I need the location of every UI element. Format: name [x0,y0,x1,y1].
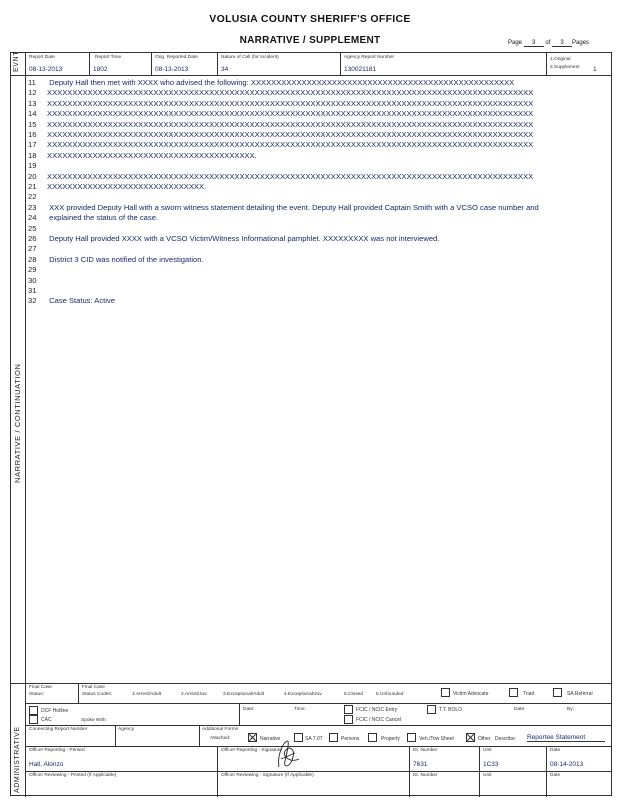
form-narrative-checkbox[interactable] [248,733,257,742]
fcic-cancel-checkbox[interactable] [344,715,353,724]
line-number: 24 [28,213,37,223]
by-label: By: [567,707,574,712]
line-text: XXXXXXXXXXXXXXXXXXXXXXXXXXXXXXXXXXXXXXXXXXXXXXXXXXXXXXXXXXXXXXXXXXXXXXXXXXXXXXXXXXXXXXXXXXXXXXXX [47,171,534,181]
agency-label: Agency [118,727,134,732]
narrative-side-label: NARRATIVE / CONTINUATION [13,363,22,483]
line-number: 25 [28,223,37,233]
line-text: Deputy Hall then met with XXXX who advised the following: XXXXXXXXXXXXXXXXXXXXXXXXXXXXXXXXXXXXXXXXXXXXXXXXXXXX [47,78,515,87]
admin-section-divider [11,683,611,684]
line-text: XXXXXXXXXXXXXXXXXXXXXXXXXXXXXXXXXXXXXXXXX. [47,150,257,160]
line-number: 26 [28,234,37,243]
unit-value: 1C33 [483,761,499,768]
narrative-line [28,88,533,98]
agency-report-number-label: Agency Report Number [344,55,395,60]
line-number: 13 [28,98,37,108]
date2-label: Date: [514,707,526,712]
victim-advocate-checkbox[interactable] [441,688,450,697]
narrative-line [28,296,115,306]
signature-scribble [273,739,303,771]
line-text: XXXXXXXXXXXXXXXXXXXXXXXXXXXXXXXXXXXXXXXXXXXXXXXXXXXXXXXXXXXXXXXXXXXXXXXXXXXXXXXXXXXXXXXXXXXXXXXX [47,88,534,98]
agency-title: VOLUSIA COUNTY SHERIFF'S OFFICE [209,13,411,25]
narrative-line [28,78,514,88]
date3-label: Date [550,748,561,753]
date3-value: 08-14-2013 [550,761,584,768]
code-1: 1.Arrest/Adult [132,692,162,697]
line-text: XXX provided Deputy Hall with a sworn witness statement detailing the event. Deputy Hall provided Captain Smith with a VCSO case number and [47,202,539,212]
victim-advocate-label: Victim Advocate [453,691,489,697]
admin-side-label: ADMINISTRATIVE [14,726,21,793]
officer-reporting-printed-label: Officer Reporting - Printed [29,748,85,753]
supplement-label: 2.Supplement [550,65,580,70]
form-property-label: Property [381,736,400,742]
code-5: 5.Closed [344,692,363,697]
line-text: explained the status of the case. [47,213,159,223]
line-text: XXXXXXXXXXXXXXXXXXXXXXXXXXXXXXX. [47,182,207,191]
officer-reporting-name: Hall, Alonzo [29,761,64,768]
event-row-divider [11,75,611,76]
agency-report-number-value: 130021181 [344,66,377,73]
narrative-line [28,213,158,223]
tt-bolo-label: T.T. BOLO [439,707,463,713]
narrative-line [28,265,47,275]
line-number: 14 [28,109,37,119]
original-label: 1.Original [550,57,571,62]
form-other-label: Other [478,736,491,742]
line-number: 31 [28,286,37,295]
narrative-line [28,276,47,286]
code-6: 6.Unfounded [376,692,404,697]
spoke-with-label: Spoke With: [81,718,107,723]
final-case-status-label: Status: [29,692,44,697]
code-3: 3.Exceptional/Adult [223,692,265,697]
line-text: Deputy Hall provided XXXX with a VCSO Victim/Witness Informational pamphlet. XXXXXXXXX was not interviewed. [47,234,440,243]
line-text: XXXXXXXXXXXXXXXXXXXXXXXXXXXXXXXXXXXXXXXXXXXXXXXXXXXXXXXXXXXXXXXXXXXXXXXXXXXXXXXXXXXXXXXXXXXXXXXX [47,98,534,108]
line-number: 32 [28,296,37,306]
describe-value: Reportee Statement [527,734,605,742]
id-number-label: ID. Number [413,748,438,753]
line-text: Case Status: Active [47,296,115,306]
tt-bolo-checkbox[interactable] [427,705,436,714]
narrative-line [28,130,533,140]
page-total: 3 [552,40,572,47]
line-text: XXXXXXXXXXXXXXXXXXXXXXXXXXXXXXXXXXXXXXXXXXXXXXXXXXXXXXXXXXXXXXXXXXXXXXXXXXXXXXXXXXXXXXXXXXXXXXXX [47,140,534,150]
narrative-line [28,140,533,150]
sa-referral-label: SA Referral [567,691,593,697]
narrative-line [28,99,533,109]
form-persons-checkbox[interactable] [329,733,338,742]
officer-reviewing-printed-label: Officer Reviewing - Printed (If Applicable) [29,773,117,778]
line-text: XXXXXXXXXXXXXXXXXXXXXXXXXXXXXXXXXXXXXXXXXXXXXXXXXXXXXXXXXXXXXXXXXXXXXXXXXXXXXXXXXXXXXXXXXXXXXXXX [47,109,534,119]
nature-of-call-label: Nature of Call (for Incident) [221,55,279,60]
form-sa707-label: SA 7.07 [305,736,323,742]
form-title: NARRATIVE / SUPPLEMENT [239,35,381,46]
id-number-value: 7631 [413,761,428,768]
form-property-checkbox[interactable] [368,733,377,742]
narrative-line [28,203,539,213]
report-time-value: 1802 [93,66,108,73]
sa-referral-checkbox[interactable] [553,688,562,697]
report-type-value: 1 [593,66,597,73]
narrative-line [28,182,206,192]
line-number: 17 [28,140,37,150]
narrative-line [28,234,439,244]
side-column-divider [25,53,26,797]
form-veh-tow-checkbox[interactable] [407,733,416,742]
date4-label: Date [550,773,561,778]
narrative-line [28,109,533,119]
orig-reported-date-label: Orig. Reported Date [155,55,198,60]
narrative-line [28,120,533,130]
triad-label: Triad [523,691,535,697]
line-number: 18 [28,150,37,160]
narrative-line [28,224,47,234]
narrative-line [28,255,204,265]
line-number: 11 [28,78,36,87]
line-number: 19 [28,161,37,171]
report-date-value: 08-13-2013 [29,66,63,73]
id-number2-label: ID. Number [413,773,438,778]
dcf-hotline-label: DCF Hotline [41,708,69,714]
line-number: 16 [28,130,37,139]
line-text: District 3 CID was notified of the investigation. [47,254,204,264]
describe-label: Describe: [495,736,517,742]
line-text: XXXXXXXXXXXXXXXXXXXXXXXXXXXXXXXXXXXXXXXXXXXXXXXXXXXXXXXXXXXXXXXXXXXXXXXXXXXXXXXXXXXXXXXXXXXXXXXX [47,119,534,129]
line-text: XXXXXXXXXXXXXXXXXXXXXXXXXXXXXXXXXXXXXXXXXXXXXXXXXXXXXXXXXXXXXXXXXXXXXXXXXXXXXXXXXXXXXXXXXXXXXXXX [47,130,534,139]
fcic-entry-label: FCIC / NCIC Entry [356,707,398,713]
code-2: 2.Arrest/Juv. [181,692,208,697]
line-number: 20 [28,171,37,181]
form-narrative-label: Narrative [260,736,281,742]
form-frame: EVNT Report Date 08-13-2013 Report Time 1802 Orig. Reported Date 08-13-2013 Nature of Call (for Incident) 34 Agency Report Number 130021181 1.Original 2.Supplement 1 NARRATIVE / CONTINUATION 11 Deputy Hall then met with XXXX who advised the following: XXXXXXXXXXXXXXXXXXXXXXXXXXXXXXXXXXXXXXXXXXXXXXXXXXXX 12 XXXXXXXXXXXXXXXXXXXXXXXXXXXXXXXXXXXXXXXXXXXXXXXXXXXXXXXXXXXXXXXXXXXXXXXXXXXXXXXXXXXXXXXXXXXXXXXX 13 XXXXXXXXXXXXXXXXXXXXXXXXXXXXXXXXXXXXXXXXXXXXXXXXXXXXXXXXXXXXXXXXXXXXXXXXXXXXXXXXXXXXXXXXXXXXXXXX 14 XXXXXXXXXXXXXXXXXXXXXXXXXXXXXXXXXXXXXXXXXXXXXXXXXXXXXXXXXXXXXXXXXXXXXXXXXXXXXXXXXXXXXXXXXXXXXXXX 15 XXXXXXXXXXXXXXXXXXXXXXXXXXXXXXXXXXXXXXXXXXXXXXXXXXXXXXXXXXXXXXXXXXXXXXXXXXXXXXXXXXXXXXXXXXXXXXXX 16 XXXXXXXXXXXXXXXXXXXXXXXXXXXXXXXXXXXXXXXXXXXXXXXXXXXXXXXXXXXXXXXXXXXXXXXXXXXXXXXXXXXXXXXXXXXXXXXX 17 XXXXXXXXXXXXXXXXXXXXXXXXXXXXXXXXXXXXXXXXXXXXXXXXXXXXXXXXXXXXXXXXXXXXXXXXXXXXXXXXXXXXXXXXXXXXXXXX 18 XXXXXXXXXXXXXXXXXXXXXXXXXXXXXXXXXXXXXXXXX. 19 20 XXXXXXXXXXXXXXXXXXXXXXXXXXXXXXXXXXXXXXXXXXXXXXXXXXXXXXXXXXXXXXXXXXXXXXXXXXXXXXXXXXXXXXXXXXXXXXXX 21 XXXXXXXXXXXXXXXXXXXXXXXXXXXXXXX. 22 23 XXX provided Deputy Hall with a sworn witness statement detailing the event. Deputy Hall provided Captain Smith with a VCSO case number and 24 explained the status of the case. 25 26 Deputy Hall provided XXXX with a VCSO Victim/Witness Informational pamphlet. XXXXXXXXX was not interviewed. 27 28 District 3 CID was notified of the investigation. 29 30 31 32 Case Status: Active ADMINISTRATIVE Final Case Status: Final Case Status Codes: 1.Arrest/Adult 2.Arrest/Juv. 3.Exceptional/Adult 4.Exceptional/Juv. 5.Closed 6.Unfounded Victim Advocate Triad SA Referral DCF Hotline CAC Spoke With: Date: Time: FCIC / NCIC Entry FCIC / NCIC Cancel T.T. BOLO Date: By: Connecting Report Number Agency Additional Forms Attached: Narrative SA 7.07 Persons Property Veh./Tow Sheet Other Describe: Reportee Statement Officer Reporting - Printed Hall, Alonzo Officer Reporting - Signature ID. Number 7631 Unit 1C33 Date 08-14-2013 Officer Reviewing - Printed (If Applicable) Officer Reviewing - Signature (If Applicable) ID. Number Unit Date [10,52,612,796]
time-label: Time: [294,707,306,712]
unit2-label: Unit [483,773,492,778]
page-indicator: Page 3 of 3 Pages [508,40,590,46]
line-number: 30 [28,275,37,285]
final-case-label: Final Case [29,685,52,690]
fcic-entry-checkbox[interactable] [344,705,353,714]
dcf-hotline-checkbox[interactable] [29,706,38,715]
narrative-line [28,286,47,296]
line-number: 12 [28,88,37,98]
orig-reported-date-value: 08-13-2013 [155,66,189,73]
line-number: 27 [28,244,37,254]
line-number: 15 [28,119,37,129]
line-number: 22 [28,192,37,202]
narrative-line [28,172,533,182]
narrative-line [28,161,47,171]
narrative-line [28,151,257,161]
nature-of-call-value: 34 [221,66,229,73]
triad-checkbox[interactable] [509,688,518,697]
officer-reviewing-signature-label: Officer Reviewing - Signature (If Applicable) [221,773,314,778]
page-current: 3 [524,40,544,47]
cac-checkbox[interactable] [29,715,38,724]
status-codes-label: Status Codes: [82,692,113,697]
narrative-line [28,244,47,254]
form-veh-tow-label: Veh./Tow Sheet [419,736,454,742]
report-date-label: Report Date [29,55,55,60]
line-number: 23 [28,202,37,212]
cac-label: CAC [41,717,52,723]
line-number: 29 [28,265,37,275]
code-4: 4.Exceptional/Juv. [284,692,323,697]
date-label: Date: [243,707,255,712]
form-other-checkbox[interactable] [466,733,475,742]
additional-forms-label: Attached: [210,736,231,741]
fcic-cancel-label: FCIC / NCIC Cancel [356,717,402,723]
report-time-label: Report Time [95,55,122,60]
narrative-line [28,192,47,202]
form-persons-label: Persons [341,736,360,742]
line-number: 28 [28,254,37,264]
line-number: 21 [28,182,37,191]
officer-reporting-signature-label: Officer Reporting - Signature [221,748,282,753]
unit-label: Unit [483,748,492,753]
event-side-label: EVNT [13,50,20,72]
connecting-report-label: Connecting Report Number [29,727,88,732]
